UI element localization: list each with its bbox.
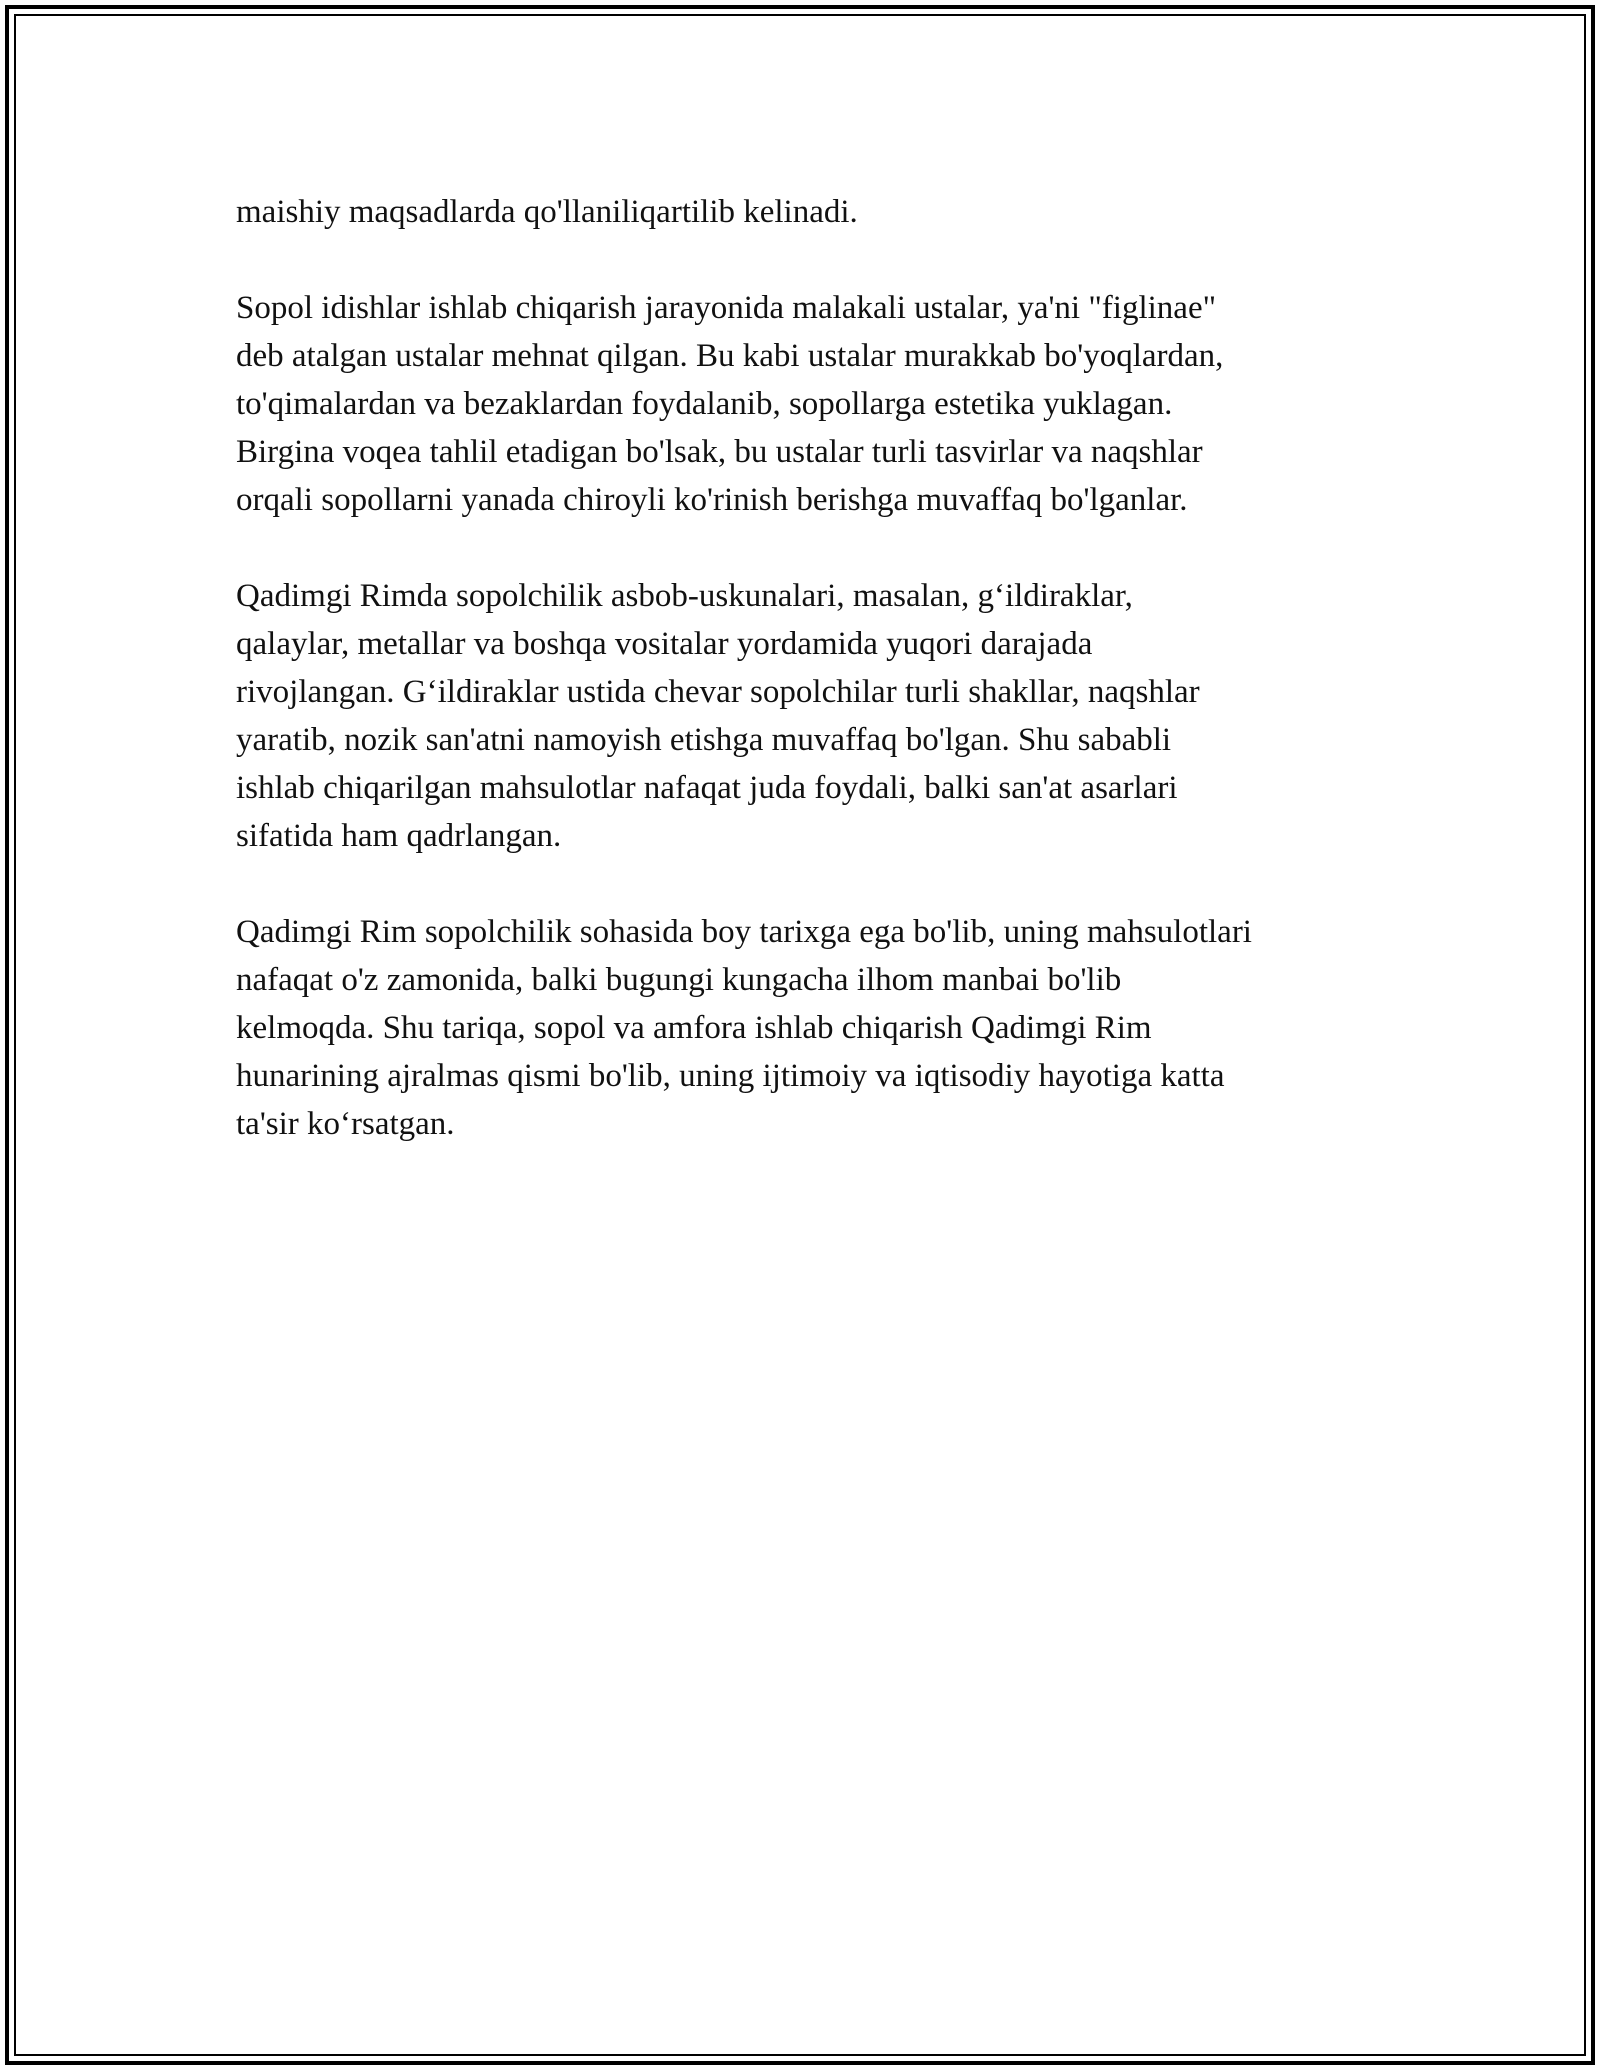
text-line: maishiy maqsadlarda qo'llaniliqartilib kelinadi.	[236, 194, 858, 230]
text-line: ta'sir ko‘rsatgan.	[236, 1106, 455, 1142]
text-line: kelmoqda. Shu tariqa, sopol va amfora ishlab chiqarish Qadimgi Rim	[236, 1010, 1152, 1046]
text-line: yaratib, nozik san'atni namoyish etishga muvaffaq bo'lgan. Shu sababli	[236, 722, 1172, 758]
text-line: nafaqat o'z zamonida, balki bugungi kungacha ilhom manbai bo'lib	[236, 962, 1122, 998]
text-line: Qadimgi Rim sopolchilik sohasida boy tarixga ega bo'lib, uning mahsulotlari	[236, 914, 1252, 950]
document-body	[236, 188, 1386, 1196]
text-line: orqali sopollarni yanada chiroyli ko'rinish berishga muvaffaq bo'lganlar.	[236, 482, 1188, 518]
text-line: Qadimgi Rimda sopolchilik asbob-uskunalari, masalan, g‘ildiraklar,	[236, 578, 1133, 614]
text-line: qalaylar, metallar va boshqa vositalar yordamida yuqori darajada	[236, 626, 1093, 662]
text-line: Birgina voqea tahlil etadigan bo'lsak, bu ustalar turli tasvirlar va naqshlar	[236, 434, 1203, 470]
text-line: hunarining ajralmas qismi bo'lib, uning ijtimoiy va iqtisodiy hayotiga katta	[236, 1058, 1225, 1094]
text-line: deb atalgan ustalar mehnat qilgan. Bu kabi ustalar murakkab bo'yoqlardan,	[236, 338, 1224, 374]
paragraph-4	[236, 908, 1386, 1148]
paragraph-1	[236, 188, 1386, 236]
text-line: to'qimalardan va bezaklardan foydalanib, sopollarga estetika yuklagan.	[236, 386, 1173, 422]
paragraph-2	[236, 284, 1386, 524]
text-line: ishlab chiqarilgan mahsulotlar nafaqat juda foydali, balki san'at asarlari	[236, 770, 1178, 806]
text-line: Sopol idishlar ishlab chiqarish jarayonida malakali ustalar, ya'ni "figlinae"	[236, 290, 1217, 326]
text-line: sifatida ham qadrlangan.	[236, 818, 562, 854]
text-line: rivojlangan. G‘ildiraklar ustida chevar sopolchilar turli shakllar, naqshlar	[236, 674, 1200, 710]
paragraph-3	[236, 572, 1386, 860]
